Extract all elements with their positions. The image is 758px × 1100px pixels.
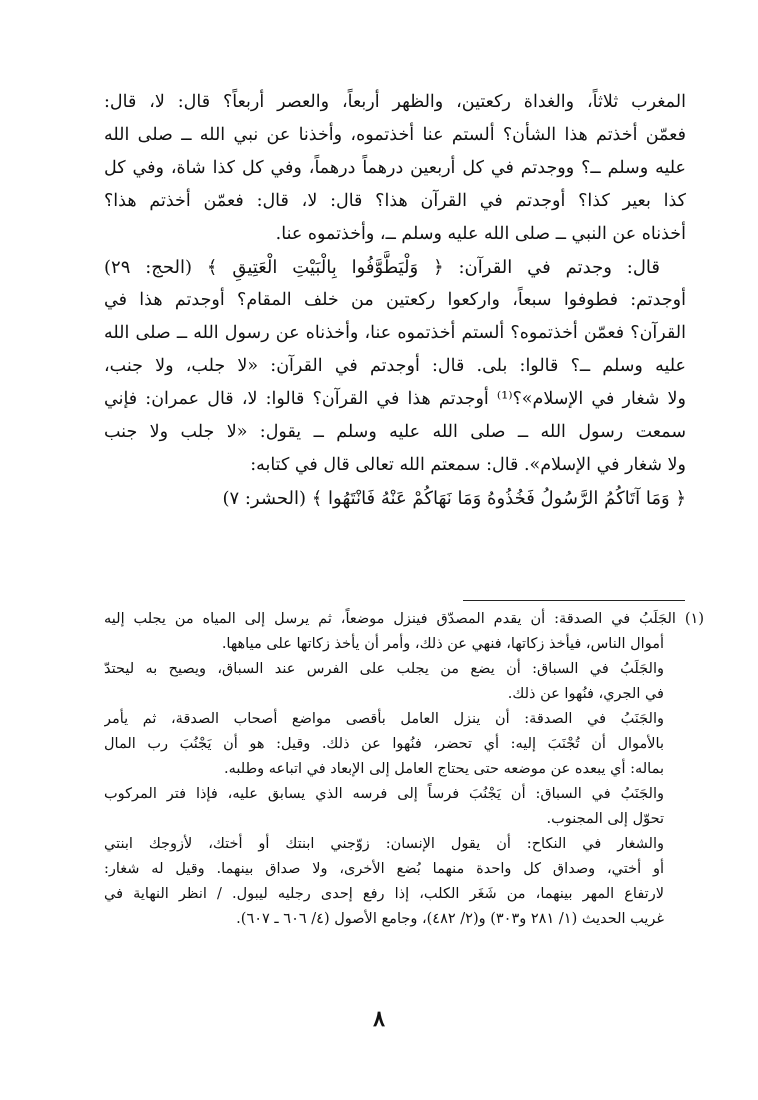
main-text-line: عليه وسلم ــ؟ ووجدتم في كل أربعين درهماً درهماً، وفي كل كذا شاة، وفي كل	[104, 158, 686, 178]
main-text-block	[104, 86, 686, 515]
footnote-line: أو أختي، وصداق كل واحدة منهما بُضع الأخرى، ولا صداق بينهما. وقيل له شغار:	[104, 861, 664, 877]
footnote-line: لارتفاع المهر بينهما، من شَغَر الكلب، إذا رفع إحدى رجليه ليبول. / انظر النهاية في	[104, 886, 664, 902]
main-text-line: ولا شغار في الإسلام»؟⁽¹⁾ أوجدتم هذا في القرآن؟ قالوا: لا، قال عمران: فإني	[104, 389, 686, 409]
footnote-separator	[463, 600, 685, 601]
footnote-line: بالأموال أن تُجْنَبَ إليه: أي تحضر، فنُهوا عن ذلك. وقيل: هو أن يَجْنُبَ رب المال	[104, 736, 664, 752]
footnotes-block	[104, 607, 704, 932]
footnote-line: والجَنَبُ في الصدقة: أن ينزل العامل بأقصى مواضع أصحاب الصدقة، ثم يأمر	[104, 711, 664, 727]
main-text-line: سمعت رسول الله ــ صلى الله عليه وسلم ــ يقول: «لا جلب ولا جنب	[104, 422, 686, 442]
main-text-line: أخذناه عن النبي ــ صلى الله عليه وسلم ــ، وأخذتموه عنا.	[275, 224, 686, 244]
main-text-line: عليه وسلم ــ؟ قالوا: بلى. قال: أوجدتم في القرآن: «لا جلب، ولا جنب،	[104, 356, 686, 376]
main-text-line: أوجدتم: فطوفوا سبعاً، واركعوا ركعتين من خلف المقام؟ أوجدتم هذا في	[104, 290, 686, 310]
footnote-line: بماله: أي يبعده عن موضعه حتى يحتاج العامل إلى الإبعاد في اتباعه وطلبه.	[224, 761, 664, 777]
footnote-line: والشغار في النكاح: أن يقول الإنسان: زوّجني ابنتك أو أختك، لأزوجك ابنتي	[104, 836, 664, 852]
quran-verse-line: قال: وجدتم في القرآن: ﴿ وَلْيَطَّوَّفُوا بِالْبَيْتِ الْعَتِيقِ ﴾ (الحج: ٢٩)	[104, 257, 660, 278]
main-text-line: كذا بعير كذا؟ أوجدتم في القرآن هذا؟ قال: لا، قال: فعمّن أخذتم هذا؟	[104, 191, 686, 211]
main-text-line: القرآن؟ فعمّن أخذتموه؟ ألستم أخذتموه عنا، وأخذناه عن رسول الله ــ صلى الله	[104, 323, 686, 343]
main-text-line: المغرب ثلاثاً، والغداة ركعتين، والظهر أربعاً، والعصر أربعاً؟ قال: لا، قال:	[104, 92, 686, 112]
footnote-line: غريب الحديث (١/ ٢٨١ و٣٠٣) و(٢/ ٤٨٢)، وجامع الأصول (٤/ ٦٠٦ ـ ٦٠٧).	[236, 911, 664, 927]
quran-verse-line: ﴿ وَمَا آتَاكُمُ الرَّسُولُ فَخُذُوهُ وَمَا نَهَاكُمْ عَنْهُ فَانْتَهُوا ﴾ (الحشر: ٧)	[222, 488, 686, 509]
main-text-line: ولا شغار في الإسلام». قال: سمعتم الله تعالى قال في كتابه:	[250, 455, 686, 475]
footnote-line: والجَنَبُ في السباق: أن يَجْنُبَ فرساً إلى فرسه الذي يسابق عليه، فإذا فتر المركوب	[104, 786, 664, 802]
footnote-line: تحوّل إلى المجنوب.	[546, 811, 664, 827]
main-text-line: فعمّن أخذتم هذا الشأن؟ ألستم عنا أخذتموه، وأخذنا عن نبي الله ــ صلى الله	[104, 125, 686, 145]
footnote-line: أموال الناس، فيأخذ زكاتها، فنهي عن ذلك، وأمر أن يأخذ زكاتها على مياهها.	[221, 636, 664, 652]
footnote-line: (١) الجَلَبُ في الصدقة: أن يقدم المصدّق فينزل موضعاً، ثم يرسل إلى المياه من يجلب إليه	[104, 611, 704, 627]
footnote-line: في الجري، فنُهوا عن ذلك.	[507, 686, 664, 702]
footnote-line: والجَلَبُ في السباق: أن يضع من يجلب على الفرس عند السباق، ويصيح به ليحتدّ	[104, 661, 664, 677]
page-number: ٨	[373, 1006, 385, 1032]
